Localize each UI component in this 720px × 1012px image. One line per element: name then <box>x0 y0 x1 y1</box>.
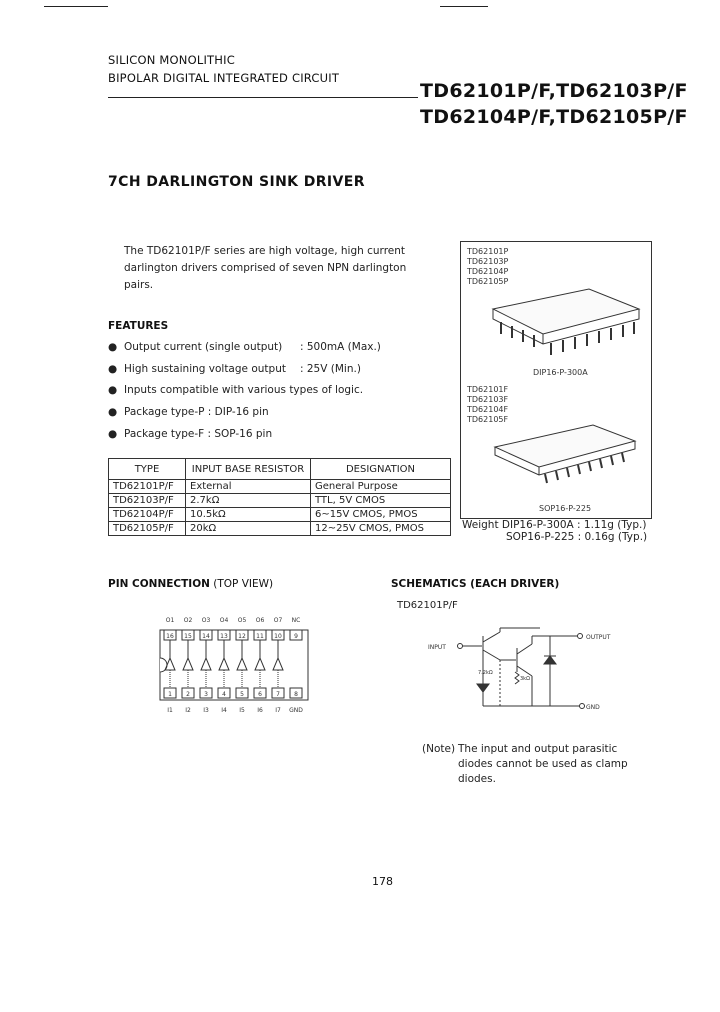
table-cell: TD62104P/F <box>109 508 186 522</box>
top-rule-right <box>440 6 488 7</box>
pin-number-bottom: 1 <box>168 691 172 698</box>
pin-number-bottom: 2 <box>186 691 190 698</box>
note-line: diodes. <box>458 773 496 785</box>
driver-triangle <box>255 658 265 670</box>
schematic-input-label: INPUT <box>428 644 446 651</box>
type-table <box>108 458 451 536</box>
pin-number-bottom: 8 <box>294 691 298 698</box>
pin-number-bottom: 7 <box>276 691 280 698</box>
dip-part-list: TD62101P TD62103P TD62104P TD62105P <box>467 247 509 286</box>
feature-item: ● Package type-P : DIP-16 pin <box>108 406 269 418</box>
pin-connection-heading: PIN CONNECTION (TOP VIEW) <box>108 578 274 590</box>
table-cell: TD62103P/F <box>109 494 186 508</box>
header-rule <box>108 97 418 98</box>
driver-triangle <box>219 658 229 670</box>
table-row <box>109 508 451 522</box>
pin-number-bottom: 3 <box>204 691 208 698</box>
table-cell: 20kΩ <box>186 522 311 536</box>
table-cell: General Purpose <box>311 480 451 494</box>
package-outline-box <box>460 241 652 519</box>
pin-label-top: O4 <box>219 617 229 624</box>
pin-number-top: 14 <box>202 633 210 640</box>
driver-triangle <box>201 658 211 670</box>
sop-part-list: TD62101F TD62103F TD62104F TD62105F <box>467 385 509 424</box>
driver-triangle <box>237 658 247 670</box>
table-row <box>109 522 451 536</box>
pin-label-bottom: I3 <box>203 707 209 714</box>
col-resistor: INPUT BASE RESISTOR <box>186 459 311 480</box>
col-type: TYPE <box>109 459 186 480</box>
pin-label-bottom: I4 <box>221 707 227 714</box>
feature-item: ● Package type-F : SOP-16 pin <box>108 428 273 440</box>
note-line: The input and output parasitic <box>458 743 618 755</box>
driver-triangle <box>273 658 283 670</box>
schematic-resistor2-label: 3kΩ <box>520 676 530 682</box>
pin-number-top: 15 <box>184 633 192 640</box>
note-block <box>422 742 628 787</box>
table-cell: TTL, 5V CMOS <box>311 494 451 508</box>
pin-label-top: O6 <box>255 617 265 624</box>
pin-label-top: O1 <box>165 617 175 624</box>
table-header-row <box>109 459 451 480</box>
pin-number-top: 16 <box>166 633 174 640</box>
table-cell: 12~25V CMOS, PMOS <box>311 522 451 536</box>
pin-label-bottom: I7 <box>275 707 281 714</box>
intro-paragraph: The TD62101P/F series are high voltage, high current darlington drivers comprised of seven NPN darlington pairs. <box>124 245 407 291</box>
schematic-resistor-label: 7.2kΩ <box>478 670 493 676</box>
pin-number-top: 10 <box>274 633 282 640</box>
feature-item: ● Inputs compatible with various types of logic. <box>108 384 364 396</box>
feature-item: ● Output current (single output) : 500mA (Max.) <box>108 341 381 353</box>
table-cell: External <box>186 480 311 494</box>
feature-item: ● High sustaining voltage output : 25V (Min.) <box>108 363 361 375</box>
pin-number-top: 12 <box>238 633 246 640</box>
page-number: 178 <box>372 875 393 888</box>
table-cell: TD62101P/F <box>109 480 186 494</box>
pin-number-top: 11 <box>256 633 264 640</box>
table-row <box>109 480 451 494</box>
dip-package-label: DIP16-P-300A <box>533 368 588 377</box>
pin-label-top: NC <box>291 617 301 624</box>
pin-connection-diagram <box>150 608 330 718</box>
pin-label-bottom: GND <box>289 707 303 714</box>
pin-label-top: O2 <box>183 617 193 624</box>
table-cell: 10.5kΩ <box>186 508 311 522</box>
page-title: 7CH DARLINGTON SINK DRIVER <box>108 174 365 190</box>
part-numbers-line2: TD62104P/F,TD62105P/F <box>420 106 688 128</box>
pin-number-top: 9 <box>294 633 298 640</box>
pin-number-top: 13 <box>220 633 228 640</box>
pin-label-top: O3 <box>201 617 211 624</box>
top-rule-left <box>44 6 108 7</box>
pin-label-bottom: I1 <box>167 707 173 714</box>
sop-package-label: SOP16-P-225 <box>539 504 592 513</box>
pin-label-bottom: I5 <box>239 707 245 714</box>
pin-number-bottom: 6 <box>258 691 262 698</box>
part-numbers-line1: TD62101P/F,TD62103P/F <box>420 80 688 102</box>
schematic-gnd-label: GND <box>586 704 600 711</box>
driver-triangle <box>183 658 193 670</box>
dip-package-drawing <box>481 264 641 364</box>
schematic-part-label: TD62101P/F <box>397 600 458 611</box>
table-cell: 6~15V CMOS, PMOS <box>311 508 451 522</box>
col-designation: DESIGNATION <box>311 459 451 480</box>
note-line: diodes cannot be used as clamp <box>458 758 628 770</box>
pin-label-bottom: I2 <box>185 707 191 714</box>
table-cell: TD62105P/F <box>109 522 186 536</box>
pin-label-top: O5 <box>237 617 247 624</box>
pin-label-top: O7 <box>273 617 283 624</box>
features-heading: FEATURES <box>108 320 169 332</box>
sop-package-drawing <box>483 407 643 497</box>
weight-line2: SOP16-P-225 : 0.16g (Typ.) <box>506 531 648 543</box>
header-category-line2: BIPOLAR DIGITAL INTEGRATED CIRCUIT <box>108 71 340 85</box>
header-category-line1: SILICON MONOLITHIC <box>108 53 235 67</box>
table-cell: 2.7kΩ <box>186 494 311 508</box>
weight-line1: Weight DIP16-P-300A : 1.11g (Typ.) <box>462 519 647 531</box>
pin-label-bottom: I6 <box>257 707 263 714</box>
schematics-heading: SCHEMATICS (EACH DRIVER) <box>391 578 560 590</box>
pin-number-bottom: 4 <box>222 691 226 698</box>
table-row <box>109 494 451 508</box>
pin-number-bottom: 5 <box>240 691 244 698</box>
note-prefix: (Note) <box>422 743 456 755</box>
schematic-diagram <box>420 626 650 716</box>
schematic-output-label: OUTPUT <box>586 634 611 641</box>
